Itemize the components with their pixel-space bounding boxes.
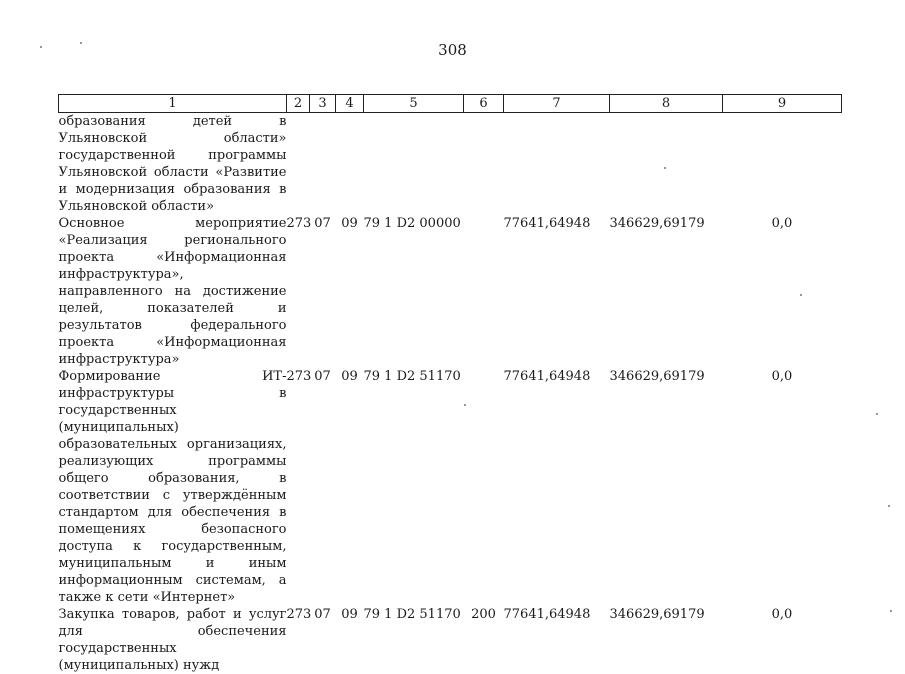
cell-col-7	[504, 113, 610, 216]
cell-col-9: 0,0	[771, 607, 793, 622]
header-col-7: 7	[504, 95, 610, 113]
cell-col-3	[310, 113, 336, 216]
cell-col-2	[287, 113, 310, 216]
cell-col-8: 346629,69179	[609, 216, 705, 231]
header-col-6: 6	[464, 95, 504, 113]
scan-speck	[40, 46, 42, 48]
cell-col-7: 77641,64948	[503, 216, 591, 231]
scan-speck	[876, 413, 878, 415]
header-col-4: 4	[336, 95, 364, 113]
cell-col-7: 77641,64948	[503, 369, 591, 384]
table-row	[59, 215, 842, 368]
cell-col-4: 09	[341, 369, 358, 384]
row-description: Формирование ИТ-инфраструктуры в государственных (муниципальных) образовательных организациях, реализующих программы общего образования, в соответствии с утверждённым стандартом для обеспечения в помещениях безопасного доступа к государственным, муниципальным и иным информационным системам, а также к сети «Интернет»	[58, 369, 287, 605]
cell-col-4: 09	[341, 216, 358, 231]
cell-col-6	[464, 368, 504, 606]
cell-col-2: 273	[286, 607, 312, 622]
cell-col-2: 273	[286, 216, 312, 231]
cell-col-4	[336, 113, 364, 216]
header-col-3: 3	[310, 95, 336, 113]
scan-speck	[888, 505, 890, 507]
cell-col-4: 09	[341, 607, 358, 622]
cell-col-7: 77641,64948	[503, 607, 591, 622]
cell-col-5	[364, 113, 464, 216]
table-row	[59, 606, 842, 674]
row-description: Закупка товаров, работ и услуг для обеспечения государственных (муниципальных) нужд	[58, 607, 287, 673]
header-col-8: 8	[610, 95, 723, 113]
header-col-2: 2	[287, 95, 310, 113]
row-description: Основное мероприятие «Реализация регионального проекта «Информационная инфраструктура», направленного на достижение целей, показателей и результатов федерального проекта «Информационная инфраструктура»	[58, 216, 287, 367]
budget-table	[58, 94, 842, 674]
cell-col-3: 07	[314, 607, 331, 622]
cell-col-5: 79 1 D2 51170	[363, 369, 461, 384]
cell-col-6: 200	[471, 607, 496, 622]
table-header-row	[59, 95, 842, 113]
page-number: 308	[438, 41, 467, 59]
row-description: образования детей в Ульяновской области» государственной программы Ульяновской области «Развитие и модернизация образования в Ульяновской области»	[58, 114, 287, 214]
cell-col-2: 273	[286, 369, 312, 384]
cell-col-3: 07	[314, 216, 331, 231]
cell-col-8: 346629,69179	[609, 369, 705, 384]
cell-col-3: 07	[314, 369, 331, 384]
cell-col-8	[610, 113, 723, 216]
cell-col-9	[723, 113, 842, 216]
cell-col-9: 0,0	[771, 369, 793, 384]
scan-speck	[800, 294, 802, 296]
scan-speck	[664, 167, 666, 169]
scan-speck	[464, 404, 466, 406]
scan-speck	[80, 42, 82, 44]
scan-speck	[890, 610, 892, 612]
header-col-5: 5	[364, 95, 464, 113]
cell-col-6	[464, 113, 504, 216]
cell-col-6	[464, 215, 504, 368]
table-row	[59, 368, 842, 606]
cell-col-8: 346629,69179	[609, 607, 705, 622]
header-col-9: 9	[723, 95, 842, 113]
cell-col-5: 79 1 D2 00000	[363, 216, 461, 231]
cell-col-5: 79 1 D2 51170	[363, 607, 461, 622]
table-row	[59, 113, 842, 216]
header-col-1: 1	[59, 95, 287, 113]
cell-col-9: 0,0	[771, 216, 793, 231]
